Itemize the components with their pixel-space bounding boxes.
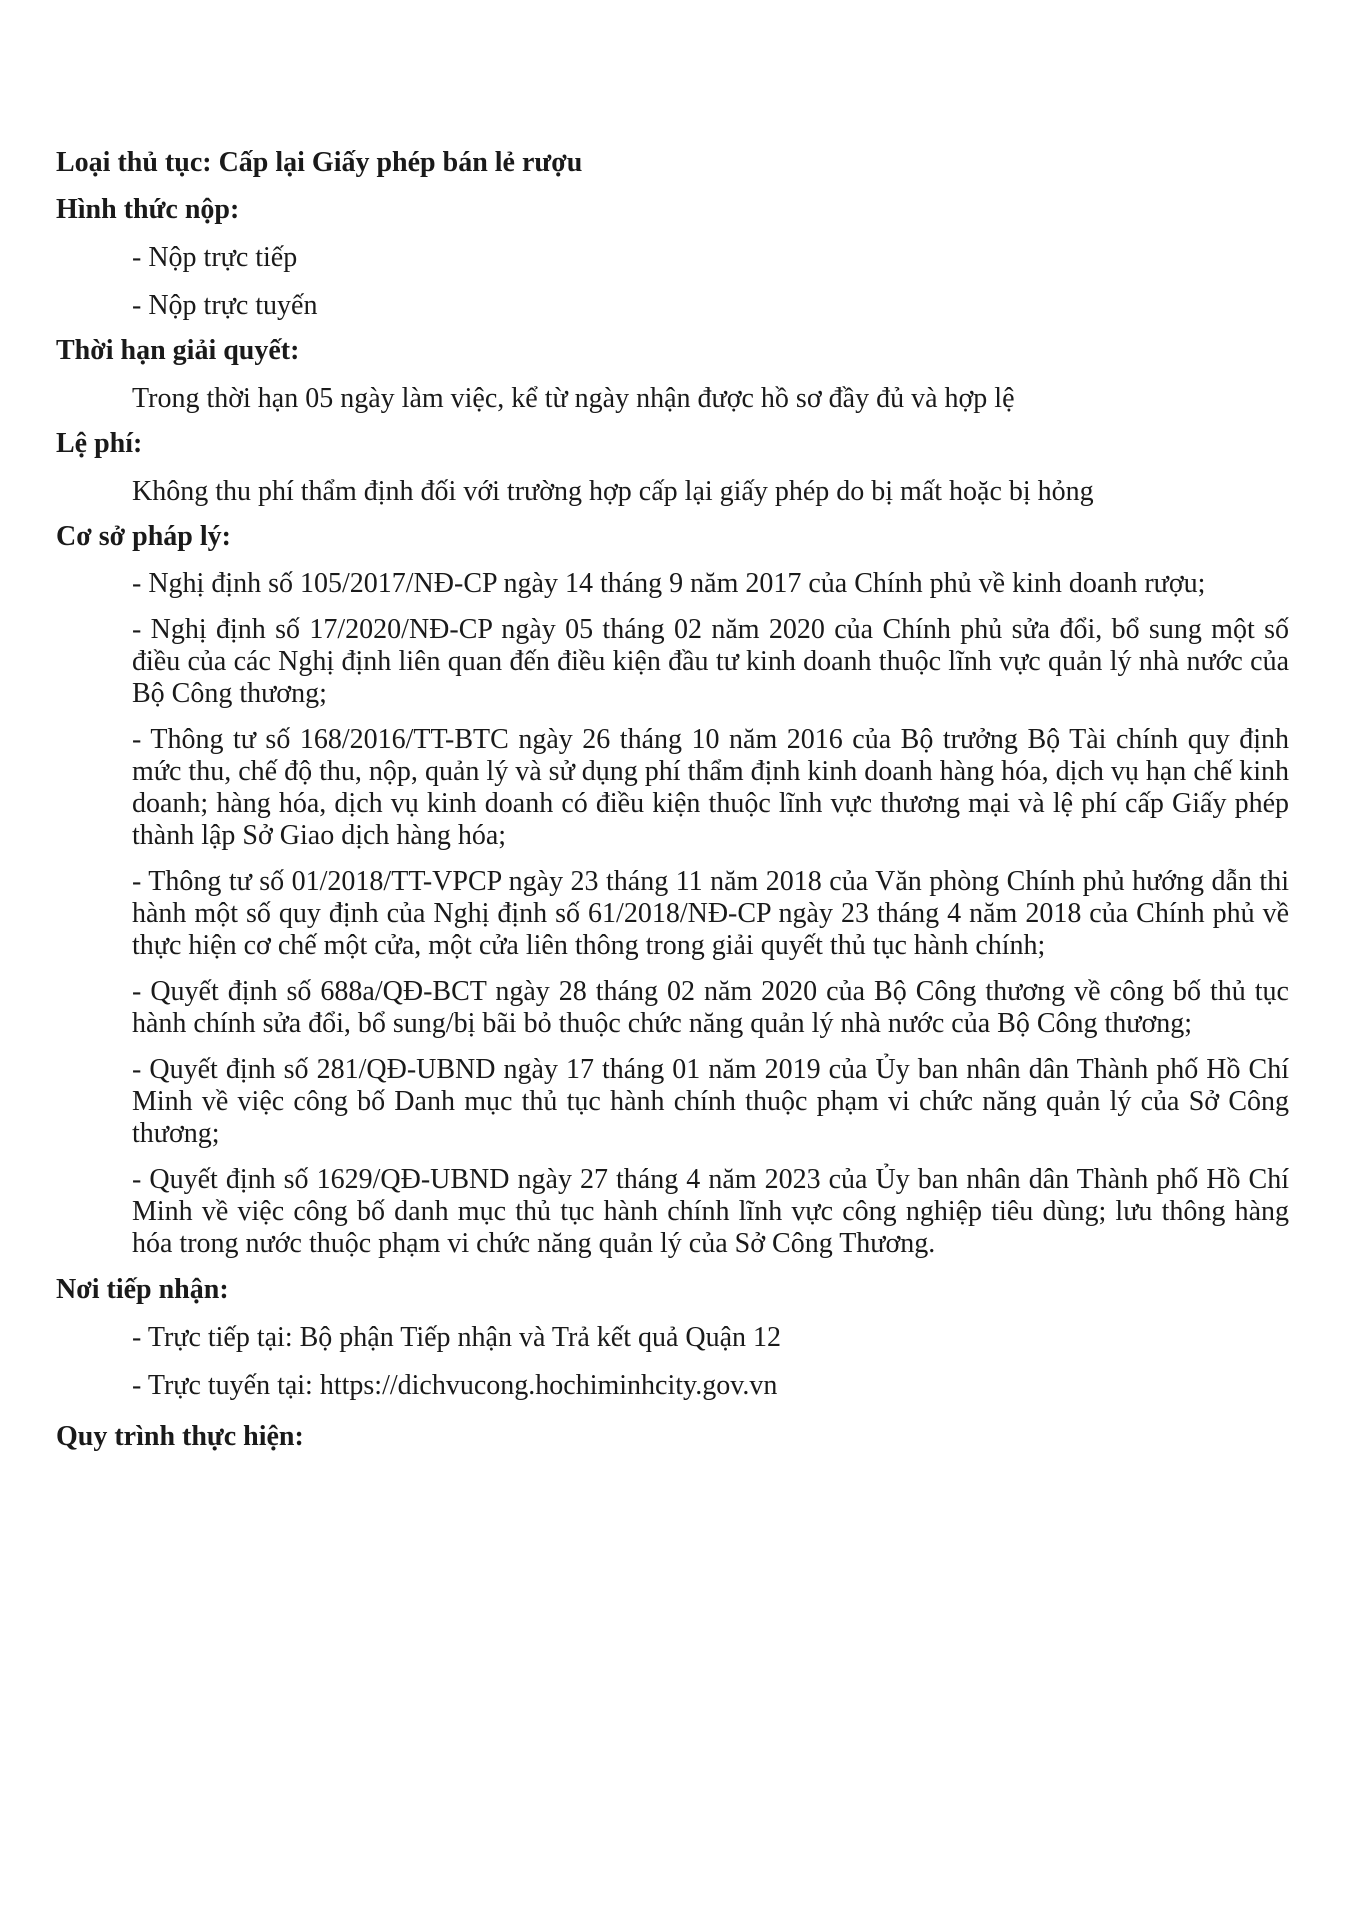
receiving-place-heading: Nơi tiếp nhận: [56, 1274, 229, 1305]
submission-heading: Hình thức nộp: [56, 194, 240, 225]
submission-item-online: - Nộp trực tuyến [132, 290, 318, 321]
legal-basis-item: - Thông tư số 01/2018/TT-VPCP ngày 23 tháng 11 năm 2018 của Văn phòng Chính phủ hướng dẫn thi hành một số quy định của Nghị định số 61/2018/NĐ-CP ngày 23 tháng 4 năm 2018 của Chính phủ về thực hiện cơ chế một cửa, một cửa liên thông trong giải quyết thủ tục hành chính; [132, 866, 1289, 961]
deadline-text: Trong thời hạn 05 ngày làm việc, kể từ ngày nhận được hồ sơ đầy đủ và hợp lệ [132, 383, 1015, 414]
deadline-heading: Thời hạn giải quyết: [56, 335, 300, 366]
legal-basis-heading: Cơ sở pháp lý: [56, 521, 231, 552]
submission-item-direct: - Nộp trực tiếp [132, 242, 298, 273]
legal-basis-item: - Nghị định số 17/2020/NĐ-CP ngày 05 tháng 02 năm 2020 của Chính phủ sửa đổi, bổ sung một số điều của các Nghị định liên quan đến điều kiện đầu tư kinh doanh thuộc lĩnh vực quản lý nhà nước của Bộ Công thương; [132, 614, 1289, 709]
legal-basis-item: - Quyết định số 1629/QĐ-UBND ngày 27 tháng 4 năm 2023 của Ủy ban nhân dân Thành phố Hồ Chí Minh về việc công bố danh mục thủ tục hành chính lĩnh vực công nghiệp tiêu dùng; lưu thông hàng hóa trong nước thuộc phạm vi chức năng quản lý của Sở Công Thương. [132, 1164, 1289, 1259]
legal-basis-item: - Thông tư số 168/2016/TT-BTC ngày 26 tháng 10 năm 2016 của Bộ trưởng Bộ Tài chính quy định mức thu, chế độ thu, nộp, quản lý và sử dụng phí thẩm định kinh doanh hàng hóa, dịch vụ hạn chế kinh doanh; hàng hóa, dịch vụ kinh doanh có điều kiện thuộc lĩnh vực thương mại và lệ phí cấp Giấy phép thành lập Sở Giao dịch hàng hóa; [132, 724, 1289, 851]
receiving-place-online: - Trực tuyến tại: https://dichvucong.hochiminhcity.gov.vn [132, 1370, 778, 1401]
process-heading: Quy trình thực hiện: [56, 1421, 304, 1452]
procedure-type-heading: Loại thủ tục: Cấp lại Giấy phép bán lẻ rượu [56, 147, 583, 178]
fee-heading: Lệ phí: [56, 428, 143, 459]
legal-basis-item: - Quyết định số 688a/QĐ-BCT ngày 28 tháng 02 năm 2020 của Bộ Công thương về công bố thủ tục hành chính sửa đổi, bổ sung/bị bãi bỏ thuộc chức năng quản lý nhà nước của Bộ Công thương; [132, 976, 1289, 1039]
receiving-place-direct: - Trực tiếp tại: Bộ phận Tiếp nhận và Trả kết quả Quận 12 [132, 1322, 782, 1353]
legal-basis-item: - Quyết định số 281/QĐ-UBND ngày 17 tháng 01 năm 2019 của Ủy ban nhân dân Thành phố Hồ Chí Minh về việc công bố Danh mục thủ tục hành chính thuộc phạm vi chức năng quản lý của Sở Công thương; [132, 1054, 1289, 1149]
document-content [56, 146, 1289, 1454]
legal-basis-item: - Nghị định số 105/2017/NĐ-CP ngày 14 tháng 9 năm 2017 của Chính phủ về kinh doanh rượu; [132, 568, 1206, 599]
fee-text: Không thu phí thẩm định đối với trường hợp cấp lại giấy phép do bị mất hoặc bị hỏng [132, 476, 1094, 507]
